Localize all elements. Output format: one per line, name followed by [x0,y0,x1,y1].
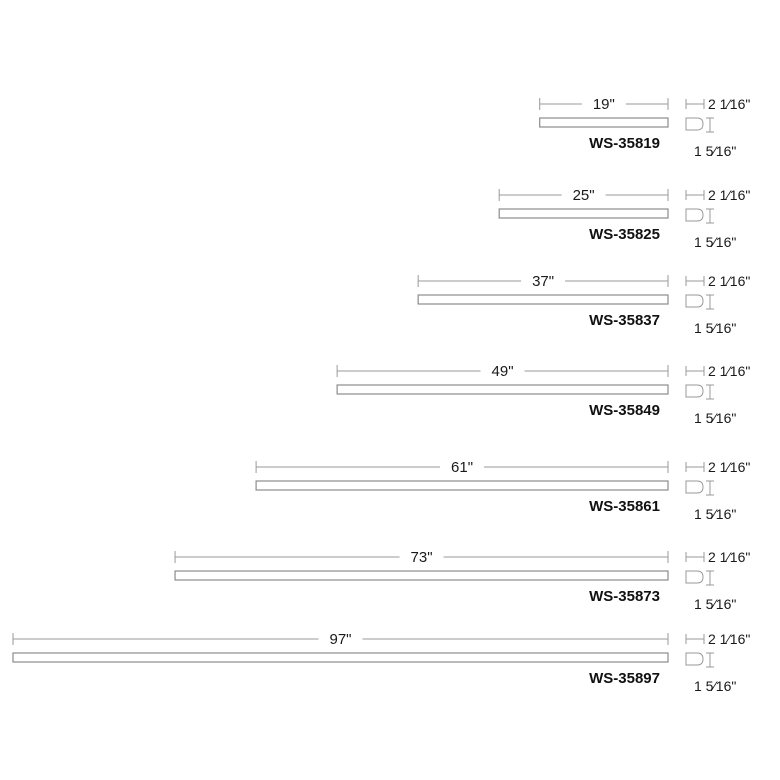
end-profile [686,481,703,493]
length-label: 97" [329,631,352,648]
fixture-row [499,187,750,250]
width-label: 2 1⁄16" [708,363,751,379]
end-profile [686,209,703,221]
end-profile [686,295,703,307]
width-label: 2 1⁄16" [708,549,751,565]
fixture-bar [256,481,668,490]
height-label: 1 5⁄16" [694,320,737,336]
height-label: 1 5⁄16" [694,506,737,522]
model-number: WS-35837 [589,312,660,329]
fixture-row [256,459,750,522]
model-number: WS-35849 [589,402,660,419]
length-label: 25" [572,187,595,204]
fixture-bar [175,571,668,580]
fixture-row [337,363,750,426]
model-number: WS-35897 [589,670,660,687]
length-label: 19" [592,96,615,113]
width-label: 2 1⁄16" [708,187,751,203]
end-profile [686,571,703,583]
height-label: 1 5⁄16" [694,410,737,426]
model-number: WS-35819 [589,135,660,152]
model-number: WS-35873 [589,588,660,605]
end-profile [686,653,703,665]
height-label: 1 5⁄16" [694,234,737,250]
fixture-row [418,273,750,336]
fixture-row [175,549,750,612]
length-label: 73" [410,549,433,566]
length-label: 37" [532,273,555,290]
width-label: 2 1⁄16" [708,631,751,647]
height-label: 1 5⁄16" [694,596,737,612]
fixture-bar [13,653,668,662]
length-label: 61" [451,459,474,476]
width-label: 2 1⁄16" [708,459,751,475]
model-number: WS-35861 [589,498,660,515]
fixture-bar [337,385,668,394]
fixture-row [540,96,751,159]
model-number: WS-35825 [589,226,660,243]
fixture-bar [418,295,668,304]
width-label: 2 1⁄16" [708,96,751,112]
end-profile [686,118,703,130]
fixture-row [13,631,750,694]
height-label: 1 5⁄16" [694,678,737,694]
fixture-bar [540,118,668,127]
fixture-bar [499,209,668,218]
height-label: 1 5⁄16" [694,143,737,159]
width-label: 2 1⁄16" [708,273,751,289]
length-label: 49" [491,363,514,380]
end-profile [686,385,703,397]
